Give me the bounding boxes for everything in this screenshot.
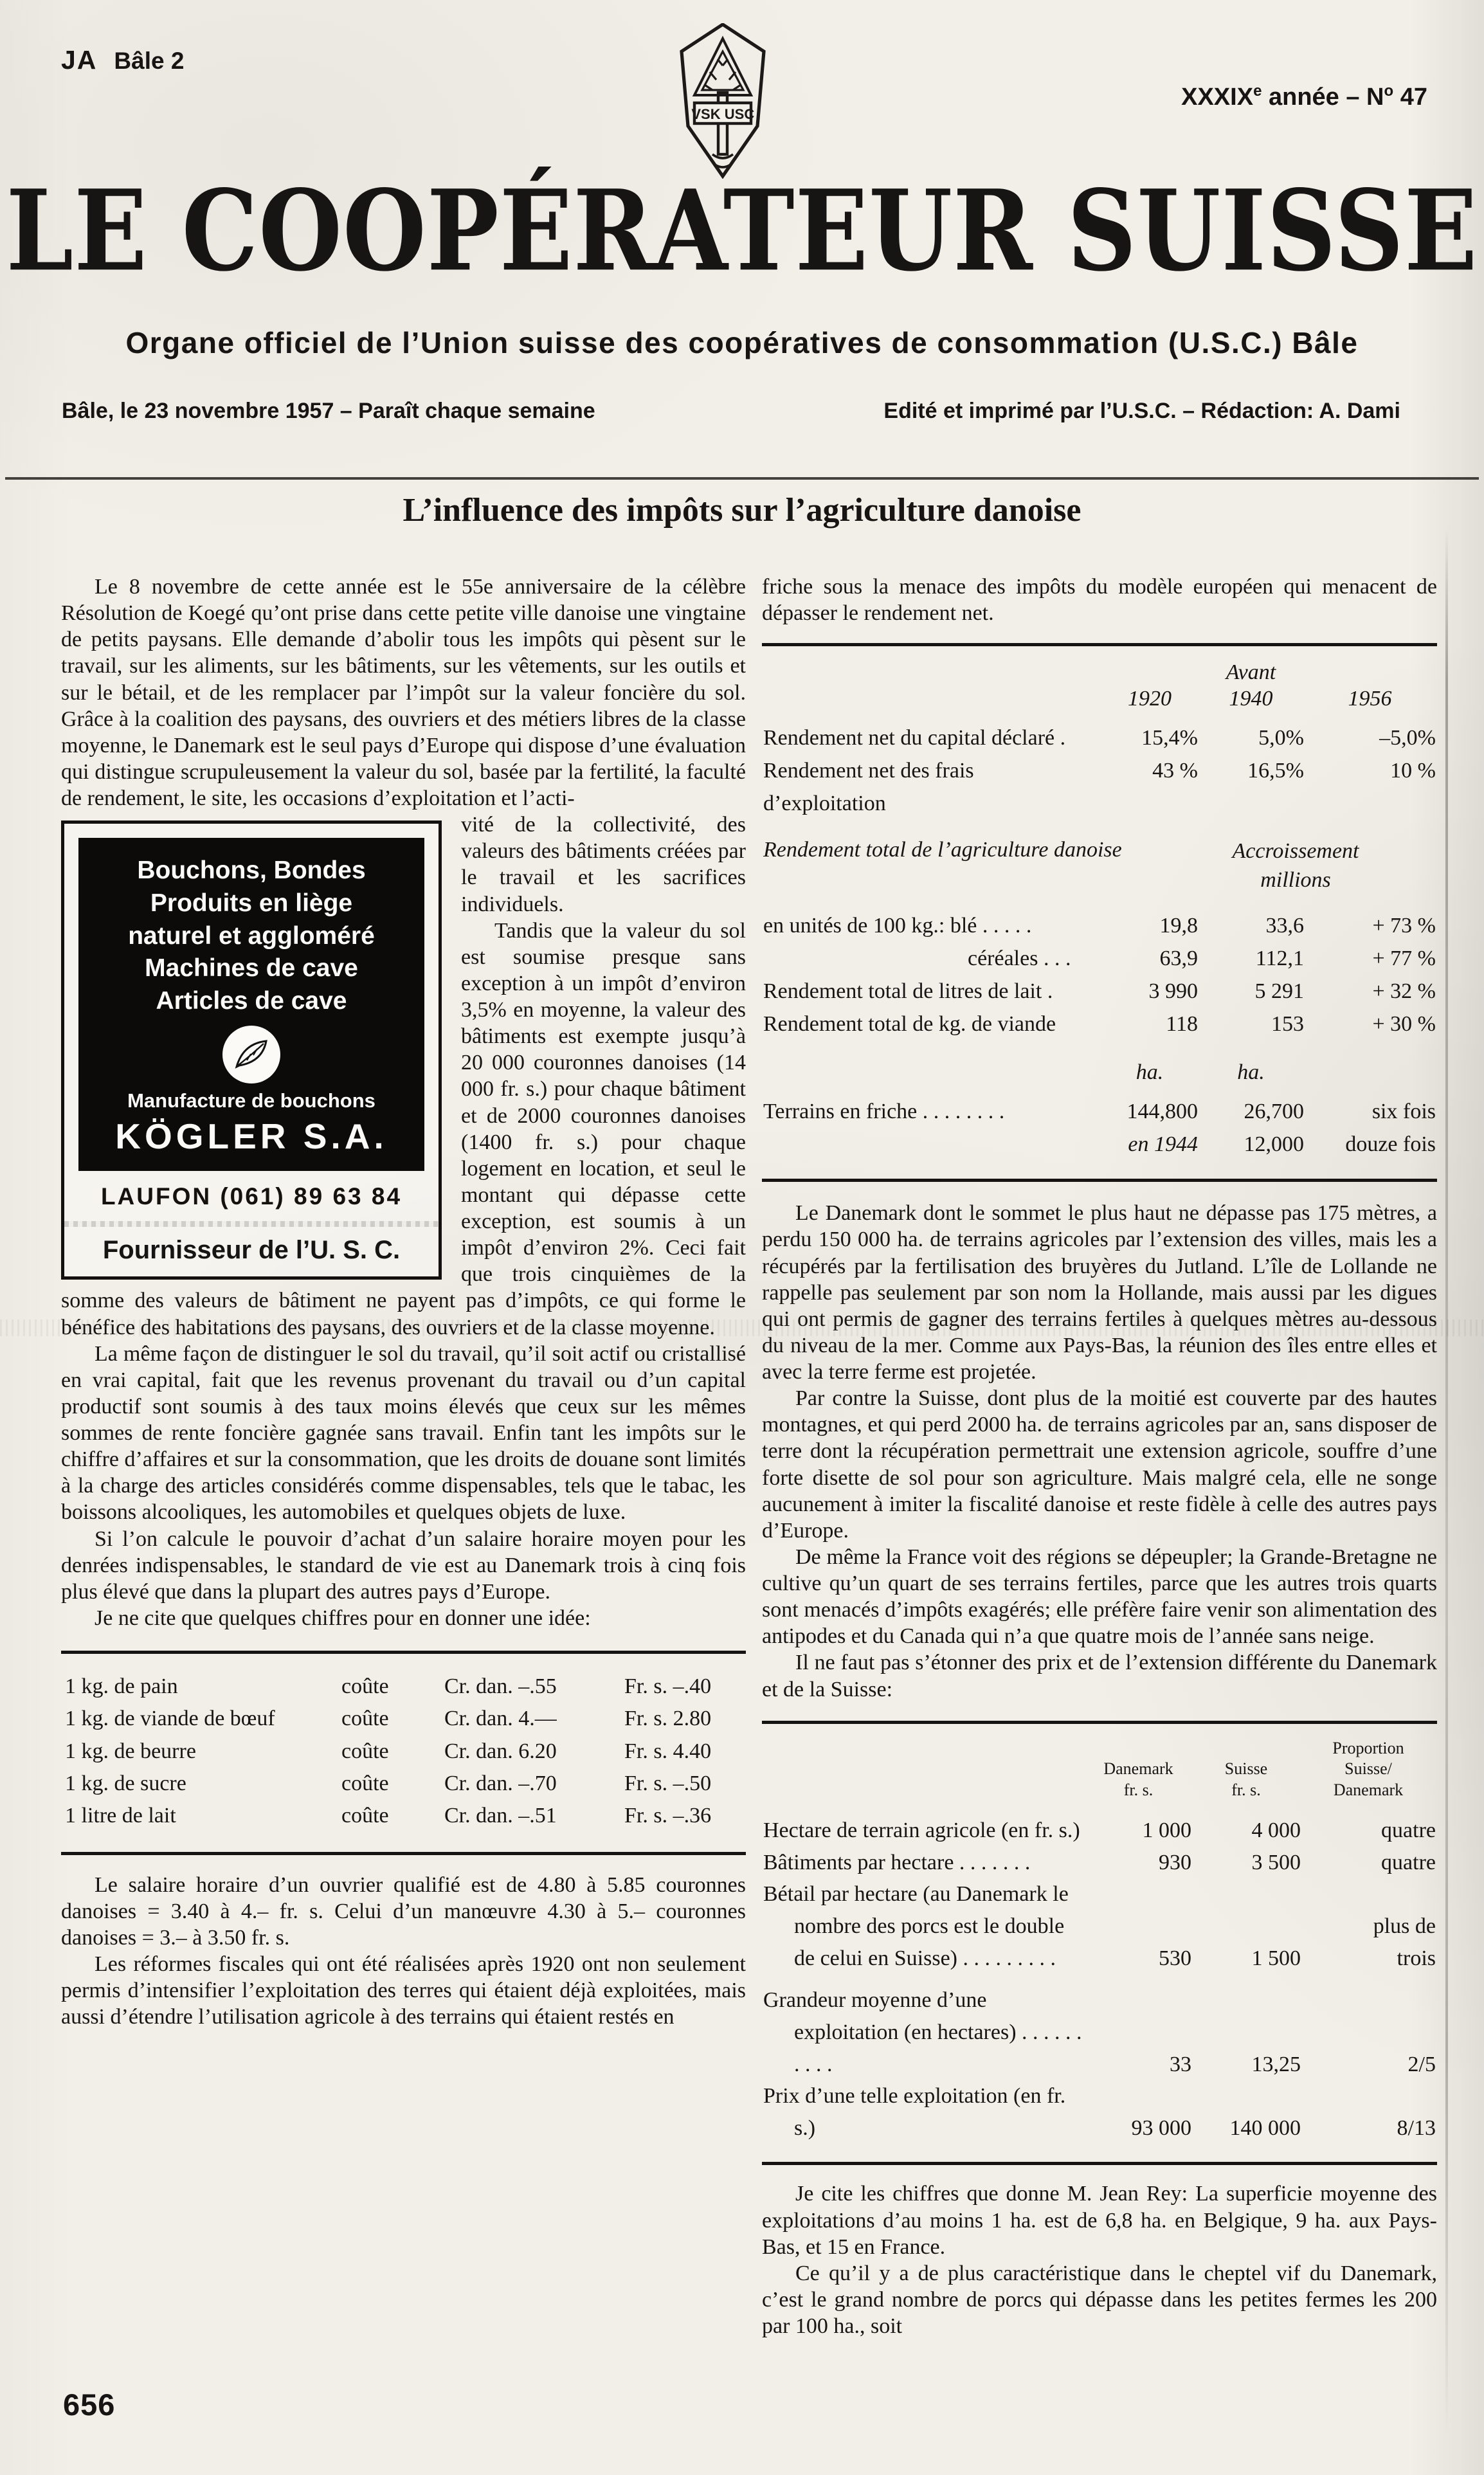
ad-line: Bouchons, Bondes	[137, 857, 366, 885]
price-dkk: Cr. dan. –.55	[444, 1674, 557, 1698]
postal-mark-ja: JA	[61, 45, 98, 75]
ad-black-panel	[78, 838, 424, 1170]
price-verb: coûte	[341, 1804, 389, 1828]
value-proportion: quatre	[1381, 1850, 1436, 1874]
price-chf: Fr. s. –.36	[624, 1804, 712, 1828]
price-dkk: Cr. dan. –.70	[444, 1771, 557, 1795]
value-danemark: 33	[1170, 2052, 1191, 2076]
table-header	[763, 659, 1436, 685]
tree-icon	[648, 23, 797, 179]
unit-ha: ha.	[1136, 1060, 1164, 1085]
value-1940: 153	[1271, 1012, 1304, 1037]
comparison-table	[762, 1721, 1437, 2166]
row-label: Grandeur moyenne d’une exploitation (en hectares) . . . . . . . . . .	[763, 1988, 1082, 2076]
price-item: 1 kg. de viande de bœuf	[65, 1707, 275, 1731]
value-delta: + 77 %	[1372, 947, 1436, 971]
cork-leaf-icon	[222, 1026, 280, 1083]
unit-ha: ha.	[1237, 1060, 1265, 1085]
price-chf: Fr. s. –.50	[624, 1771, 712, 1795]
value-1940: 5,0%	[1258, 725, 1304, 750]
header-line: Proportion	[1332, 1738, 1404, 1757]
value-1940: 12,000	[1244, 1132, 1304, 1157]
value-1920: 3 990	[1148, 979, 1198, 1004]
row-label: Prix d’une telle exploitation (en fr. s.)	[763, 2084, 1066, 2140]
value-delta: + 73 %	[1372, 914, 1436, 938]
value-1920: 118	[1166, 1012, 1198, 1037]
header-line: Suisse/	[1344, 1759, 1392, 1779]
table-units-row	[763, 1056, 1436, 1089]
dateline-left: Bâle, le 23 novembre 1957 – Paraît chaque semaine	[62, 399, 595, 423]
ad-supplier: Fournisseur de l’U. S. C.	[102, 1236, 401, 1265]
value-en-1944: en 1944	[1128, 1132, 1198, 1157]
dateline	[62, 399, 1400, 424]
row-label: en unités de 100 kg.: blé . . . . .	[763, 914, 1032, 938]
row-label: Terrains en friche . . . . . . . .	[763, 1100, 1005, 1124]
value-note: douze fois	[1345, 1132, 1436, 1157]
table-row	[763, 1128, 1436, 1161]
body-paragraph: De même la France voit des régions se dépeupler; la Grande-Bretagne ne cultive qu’un quart de ses terrains fertiles, parce que les autres trois quarts sont menacés d’impôts exagérés; elle préfère faire venir son alimentation des antipodes et du Canada qui n’a que quatre mois de l’année sans neige.	[762, 1545, 1437, 1649]
value-1920: 19,8	[1159, 914, 1198, 938]
ad-phone: LAUFON (061) 89 63 84	[100, 1183, 403, 1210]
value-proportion: plus de trois	[1373, 1914, 1436, 1970]
body-paragraph: Si l’on calcule le pouvoir d’achat d’un salaire horaire moyen pour les denrées indispensables, le standard de vie est au Danemark trois à cinq fois plus élevé que dans la plupart des autres pays d’Europe.	[61, 1527, 746, 1604]
header-line: Danemark	[1333, 1780, 1404, 1799]
issue-volume-sup: e	[1253, 82, 1262, 100]
price-chf: Fr. s. 2.80	[624, 1707, 712, 1731]
value-1940: 5 291	[1254, 979, 1304, 1004]
value-suisse: 4 000	[1251, 1818, 1301, 1843]
body-paragraph: Le 8 novembre de cette année est le 55e anniversaire de la célèbre Résolution de Koegé qu’ont prise dans cette petite ville danoise une vingtaine de petits paysans. Elle demande d’abolir tous les impôts qui pèsent sur le travail, sur les aliments, sur les bâtiments, sur les vêtements, sur les outils et sur le bétail, et de les remplacer par l’impôt sur la valeur foncière du sol. Grâce à la coalition des paysans, des ouvriers et des métiers libres de la classe moyenne, le Danemark est le seul pays d’Europe qui dispose d’une évaluation qui distingue scrupuleusement la valeur du sol, basée par la fertilité, la faculté de rendement, le site, les occasions d’exploitation et l’acti-	[61, 575, 746, 810]
header-line: fr. s.	[1231, 1780, 1261, 1799]
header-rule	[5, 477, 1479, 480]
logo-text-vsk: VSK	[691, 106, 721, 122]
price-verb: coûte	[341, 1707, 389, 1731]
value-danemark: 93 000	[1131, 2116, 1191, 2140]
price-item: 1 kg. de sucre	[65, 1771, 186, 1795]
header-avant: Avant	[1226, 660, 1276, 685]
row-label: Rendement net des frais d’exploitation	[763, 758, 974, 815]
fold-crease	[1445, 527, 1448, 2436]
table-row	[763, 1984, 1436, 2080]
masthead-subtitle: Organe officiel de l’Union suisse des coopératives de consommation (U.S.C.) Bâle	[125, 326, 1359, 359]
table-row	[763, 909, 1436, 942]
dateline-right: Edité et imprimé par l’U.S.C. – Rédaction: A. Dami	[883, 399, 1400, 423]
article-title: L’influence des impôts sur l’agriculture danoise	[403, 492, 1081, 529]
row-label: Rendement total de litres de lait .	[763, 979, 1053, 1004]
header-line: Danemark	[1103, 1759, 1173, 1779]
price-dkk: Cr. dan. –.51	[444, 1804, 557, 1828]
body-paragraph: Je ne cite que quelques chiffres pour en donner une idée:	[95, 1606, 591, 1630]
price-dkk: Cr. dan. 6.20	[444, 1739, 557, 1763]
price-item: 1 kg. de pain	[65, 1674, 178, 1698]
value-delta: + 30 %	[1372, 1012, 1436, 1037]
vsk-usc-logo	[648, 23, 797, 182]
value-1940: 16,5%	[1247, 758, 1304, 783]
header-suisse	[1191, 1759, 1301, 1800]
ad-box-kogler	[61, 820, 442, 1280]
value-1920: 63,9	[1159, 947, 1198, 971]
table-header	[763, 1738, 1436, 1801]
body-paragraph: Par contre la Suisse, dont plus de la moitié est couverte par des hautes montagnes, et qui perd 2000 ha. de terrains agricoles par an, sans disposer de terre dont la récupération permettrait une extension agricole, souffre d’une forte disette de sol pour son agriculture. Mais malgré cela, elle ne songe aucunement à imiter la fiscalité danoise et reste fidèle à celle des autres pays d’Europe.	[762, 1386, 1437, 1543]
body-paragraph: Il ne faut pas s’étonner des prix et de l’extension différente du Danemark et de la Suisse:	[762, 1651, 1437, 1701]
ad-line: Machines de cave	[145, 954, 358, 983]
value-suisse: 13,25	[1251, 2052, 1301, 2076]
logo-text-usc: USC	[724, 106, 755, 122]
table-row	[65, 1703, 742, 1735]
section-label: Rendement total de l’agriculture danoise	[763, 837, 1122, 862]
value-proportion: quatre	[1381, 1818, 1436, 1843]
value-1940: 26,700	[1244, 1100, 1304, 1124]
table-row	[763, 754, 1436, 820]
value-suisse: 1 500	[1251, 1946, 1301, 1970]
table-row	[763, 1008, 1436, 1040]
year-1920: 1920	[1128, 687, 1172, 711]
issue-volume: XXXIX	[1181, 84, 1254, 111]
table-row	[763, 942, 1436, 975]
right-column	[762, 574, 1437, 2339]
table-row	[65, 1736, 742, 1768]
price-item: 1 litre de lait	[65, 1804, 176, 1828]
issue-mid: année – N	[1262, 84, 1384, 111]
row-label: Bâtiments par hectare . . . . . . .	[763, 1850, 1031, 1874]
value-danemark: 530	[1159, 1946, 1191, 1970]
ad-manufacture: Manufacture de bouchons	[127, 1089, 376, 1112]
issue-number: 47	[1393, 84, 1427, 111]
body-paragraph: friche sous la menace des impôts du modèle européen qui menacent de dépasser le rendement net.	[762, 575, 1437, 626]
table-row	[763, 1815, 1436, 1847]
value-proportion: 8/13	[1397, 2116, 1436, 2140]
value-danemark: 930	[1159, 1850, 1191, 1874]
price-item: 1 kg. de beurre	[65, 1739, 196, 1763]
row-label: Rendement total de kg. de viande	[763, 1012, 1056, 1037]
table-header-years	[763, 685, 1436, 712]
postal-mark	[61, 45, 184, 75]
ad-line: Produits en liège	[150, 889, 353, 917]
row-label: Hectare de terrain agricole (en fr. s.)	[763, 1818, 1080, 1843]
body-paragraph: La même façon de distinguer le sol du travail, qu’il soit actif ou cristallisé en vrai capital, fait que les revenus provenant du travail ou d’un capital productif sont soumis à des taux moins élevés que ceux sur les mêmes sommes de rente foncière gagnée sans travail. Enfin tant les impôts sur le chiffre d’affaires et sur la consommation, que les droits de douane sont limités à la charge des articles considérés comme dispensables, tels que le tabac, les boissons alcooliques, les automobiles et quelques objets de luxe.	[61, 1341, 746, 1525]
table-row	[763, 1878, 1436, 1974]
value-1956: –5,0%	[1379, 725, 1436, 750]
header-danemark	[1085, 1759, 1191, 1800]
table-row	[763, 975, 1436, 1008]
table-row	[65, 1768, 742, 1800]
body-paragraph: Je cite les chiffres que donne M. Jean Rey: La superficie moyenne des exploitations d’au moins 1 ha. est de 6,8 ha. en Belgique, 9 ha. aux Pays-Bas, et 15 en France.	[762, 2182, 1437, 2259]
price-verb: coûte	[341, 1674, 389, 1698]
body-paragraph: vité de la collectivité, des valeurs des bâtiments créées par le travail et les sacrifices individuels.	[461, 813, 746, 916]
body-paragraph: Tandis que la valeur du sol est soumise presque sans exception à un impôt d’environ 3,5% en moyenne, la valeur des bâtiments est exempte jusqu’à 20 000 couronnes danoises (14 000 fr. s.) pour chaque bâtiment et de 2000 couronnes danoises (1400 fr. s.) pour chaque logement en location, et seul le montant qui dépasse cette exception, est soumis à un impôt d’environ 2%. Ceci fait que trois cinquièmes de la somme des valeurs de bâtiment ne payent pas d’impôts, ce qui forme le bénéfice des habitations des paysans, des ouvriers et de la classe moyenne.	[61, 918, 746, 1339]
value-note: six fois	[1371, 1100, 1436, 1124]
postal-mark-place: Bâle 2	[114, 48, 185, 74]
ad-divider	[64, 1221, 439, 1227]
page-number: 656	[63, 2388, 116, 2422]
table-row	[65, 1800, 742, 1832]
table-section-header	[763, 837, 1436, 896]
value-proportion: 2/5	[1407, 2052, 1436, 2076]
price-verb: coûte	[341, 1771, 389, 1795]
table-row	[65, 1671, 742, 1703]
ad-company: KÖGLER S.A.	[115, 1116, 388, 1157]
table-row	[763, 2080, 1436, 2144]
value-suisse: 3 500	[1251, 1850, 1301, 1874]
price-chf: Fr. s. –.40	[624, 1674, 712, 1698]
left-column	[61, 574, 746, 2030]
price-chf: Fr. s. 4.40	[624, 1739, 712, 1763]
table-row	[763, 1095, 1436, 1128]
row-label: céréales . . .	[968, 947, 1071, 971]
ad-line: Articles de cave	[156, 986, 347, 1015]
body-paragraph: Les réformes fiscales qui ont été réalisées après 1920 ont non seulement permis d’intensifier l’exploitation des terres qui étaient déjà exploitées, mais aussi d’étendre l’utilisation agricole à des terrains qui étaient restés en	[61, 1952, 746, 2029]
header-line: Suisse	[1224, 1759, 1268, 1779]
value-1940: 33,6	[1265, 914, 1304, 938]
yield-table	[762, 643, 1437, 1182]
value-1940: 112,1	[1255, 947, 1304, 971]
body-paragraph: Le salaire horaire d’un ouvrier qualifié est de 4.80 à 5.85 couronnes danoises = 3.40 à 4.– fr. s. Celui d’un manœuvre 4.30 à 5.– couronnes danoises = 3.– à 3.50 fr. s.	[61, 1872, 746, 1950]
value-1920: 43 %	[1152, 758, 1198, 783]
issue-label	[1181, 82, 1427, 111]
value-danemark: 1 000	[1142, 1818, 1191, 1843]
value-suisse: 140 000	[1229, 2116, 1301, 2140]
row-label: Bétail par hectare (au Danemark le nombre des porcs est le double de celui en Suisse) . . . . . . . . .	[763, 1882, 1069, 1970]
section-accroissement	[1179, 837, 1436, 896]
accroissement-label: Accroissement	[1232, 839, 1359, 863]
issue-no-sup: o	[1384, 82, 1394, 100]
table-row	[763, 1847, 1436, 1879]
ad-line: naturel et aggloméré	[128, 921, 375, 950]
millions-label: millions	[1260, 868, 1331, 893]
price-dkk: Cr. dan. 4.—	[444, 1707, 557, 1731]
body-paragraph: Ce qu’il y a de plus caractéristique dans le cheptel vif du Danemark, c’est le grand nombre de porcs qui dépasse dans les petites fermes les 200 par 100 ha., soit	[762, 2261, 1437, 2339]
header-proportion	[1301, 1738, 1436, 1801]
table-row	[763, 721, 1436, 754]
value-1920: 15,4%	[1141, 725, 1198, 750]
value-1920: 144,800	[1127, 1100, 1198, 1124]
body-paragraph: Le Danemark dont le sommet le plus haut ne dépasse pas 175 mètres, a perdu 150 000 ha. de terrains agricoles par l’extension des villes, mais les a récupérés par la fertilisation des bruyères du Jutland. L’île de Lollande ne rappelle pas seulement par son nom la Hollande, mais aussi par les digues qui ont permis de gagner des terrains fertiles à quelques mètres au-dessous du niveau de la mer. Comme aux Pays-Bas, la réunion des îles entre elles et avec la terre ferme est projetée.	[762, 1201, 1437, 1384]
header-line: fr. s.	[1123, 1780, 1154, 1799]
year-1956: 1956	[1348, 687, 1392, 711]
masthead-title: LE COOPÉRATEUR SUISSE	[6, 166, 1478, 296]
value-delta: + 32 %	[1372, 979, 1436, 1004]
price-table	[61, 1651, 746, 1855]
price-verb: coûte	[341, 1739, 389, 1763]
year-1940: 1940	[1229, 687, 1273, 711]
value-1956: 10 %	[1390, 758, 1436, 783]
row-label: Rendement net du capital déclaré .	[763, 725, 1066, 750]
row-label	[763, 1128, 1101, 1161]
